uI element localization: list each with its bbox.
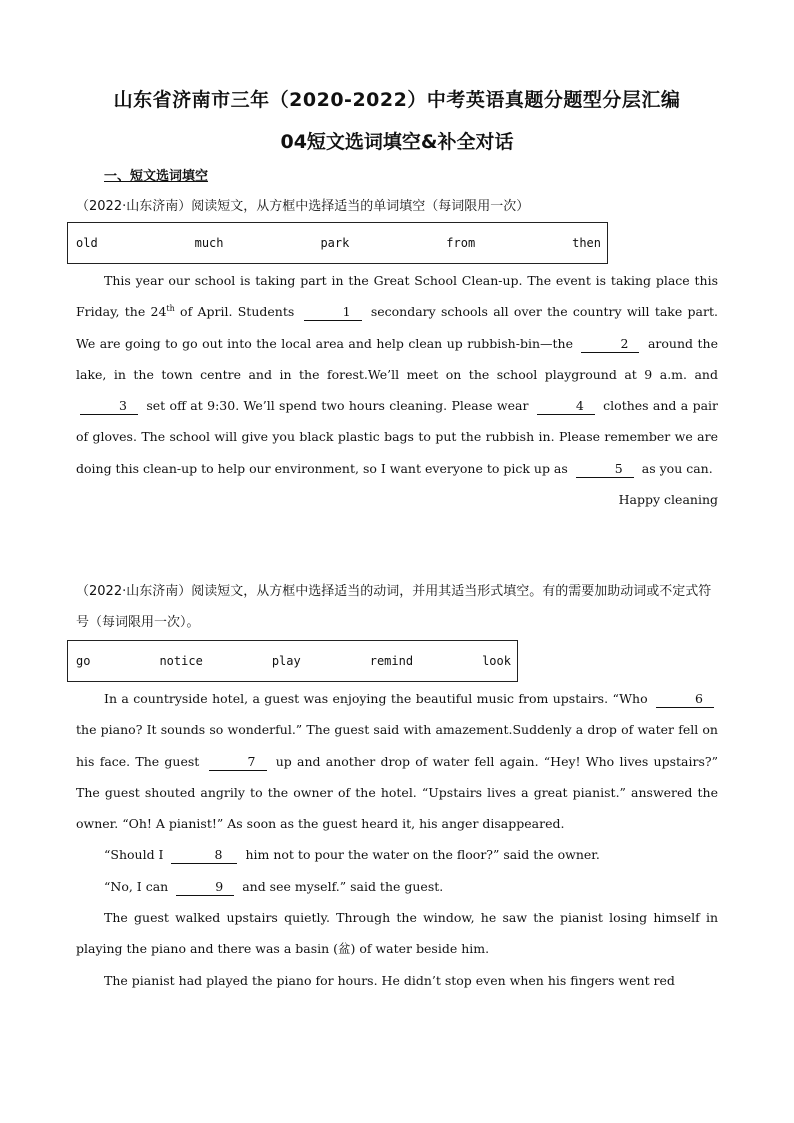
passage-text: set off at 9:30. We’ll spend two hours cleaning. Please wear	[146, 398, 529, 414]
word-option: play	[271, 654, 301, 668]
passage-signature: Happy cleaning	[618, 492, 718, 508]
passage-text: clothes and a pair of gloves. The school will give you black plastic bags to put the rubbish in. Please remember we are doing this clean-up to help our environment, so I want everyone to pick up as	[76, 398, 719, 476]
passage-paragraph: The guest walked upstairs quietly. Through the window, he saw the pianist losing himself in playing the piano and there was a basin (盆) of water beside him.	[76, 910, 718, 957]
passage-text: him not to pour the water on the floor?” said the owner.	[245, 847, 600, 863]
word-option: then	[572, 236, 601, 250]
word-option: notice	[159, 654, 203, 668]
passage-paragraph: The pianist had played the piano for hours. He didn’t stop even when his fingers went red	[104, 972, 675, 988]
passage-text: This year our school is taking part in the Great School Clean-up. The event is taking place this Friday, the 24	[76, 273, 718, 320]
answer-blank-9[interactable]: 9	[176, 879, 234, 896]
q1-passage	[76, 265, 718, 515]
passage-text: around the lake, in the town centre and in the forest.We’ll meet on the school playground at 9 a.m. and	[76, 335, 718, 382]
answer-blank-6[interactable]: 6	[656, 691, 714, 708]
word-option: go	[76, 654, 91, 668]
word-option: much	[194, 236, 224, 250]
passage-text: “No, I can	[104, 878, 169, 894]
passage-text: of April. Students	[174, 304, 295, 320]
passage-text: as you can.	[641, 460, 713, 476]
page-subtitle: 04短文选词填空&补全对话	[280, 131, 514, 153]
answer-blank-1[interactable]: 1	[304, 304, 362, 321]
answer-blank-4[interactable]: 4	[537, 398, 595, 415]
passage-text: In a countryside hotel, a guest was enjoying the beautiful music from upstairs. “Who	[104, 691, 648, 706]
q2-instruction: （2022·山东济南）阅读短文，从方框中选择适当的动词，并用其适当形式填空。有的需要加助动词或不定式符号（每词限用一次）。	[76, 584, 712, 630]
answer-blank-7[interactable]: 7	[209, 754, 267, 771]
passage-text: “Should I	[104, 847, 164, 863]
passage-text: and see myself.” said the guest.	[242, 878, 444, 894]
answer-blank-3[interactable]: 3	[80, 398, 138, 415]
answer-blank-8[interactable]: 8	[171, 847, 237, 864]
answer-blank-5[interactable]: 5	[576, 461, 634, 478]
answer-blank-2[interactable]: 2	[581, 336, 639, 353]
word-option: park	[320, 236, 350, 250]
word-option: from	[446, 236, 476, 250]
word-option: remind	[369, 654, 414, 668]
q1-instruction: （2022·山东济南）阅读短文，从方框中选择适当的单词填空（每词限用一次）	[76, 199, 530, 214]
q2-word-box	[67, 640, 518, 682]
q2-passage	[76, 683, 718, 996]
q1-word-box	[67, 222, 608, 264]
word-option: look	[482, 654, 511, 668]
page-title: 山东省济南市三年（2020-2022）中考英语真题分题型分层汇编	[113, 89, 681, 111]
passage-text: up and another drop of water fell again. “Hey! Who lives upstairs?” The guest shouted angrily to the owner of the hotel. “Upstairs lives a great pianist.” answered the owner. “Oh! A pianist!” As soon as the guest heard it, his anger disappeared.	[76, 753, 718, 832]
superscript: th	[166, 304, 175, 314]
passage-text: secondary schools all over the country will take part. We are going to go out into the local area and help clean up rubbish-bin—the	[76, 304, 718, 351]
section-heading: 一、短文选词填空	[104, 169, 209, 184]
word-option: old	[76, 236, 98, 250]
passage-text: the piano? It sounds so wonderful.” The guest said with amazement.Suddenly a drop of water fell on his face. The guest	[76, 722, 718, 769]
